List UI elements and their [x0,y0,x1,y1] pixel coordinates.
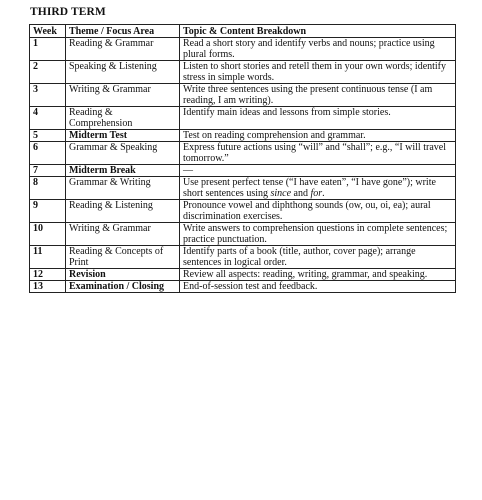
theme-cell: Writing & Grammar [66,223,180,246]
topic-italic-for: for [310,188,323,199]
topic-cell: Identify main ideas and lessons from simple stories. [180,107,456,130]
topic-cell: Listen to short stories and retell them in your own words; identify stress in simple words. [180,61,456,84]
table-row [30,246,456,269]
week-cell: 6 [30,142,66,165]
theme-cell: Reading & Listening [66,200,180,223]
header-topic: Topic & Content Breakdown [180,25,456,38]
topic-cell: Review all aspects: reading, writing, grammar, and speaking. [180,269,456,281]
week-cell: 2 [30,61,66,84]
table-row [30,107,456,130]
table-row [30,269,456,281]
theme-cell: Midterm Test [66,130,180,142]
theme-cell: Midterm Break [66,165,180,177]
page-title: THIRD TERM [30,6,106,18]
topic-cell: Express future actions using “will” and “shall”; e.g., “I will travel tomorrow.” [180,142,456,165]
theme-cell: Reading & Comprehension [66,107,180,130]
table-header-row [30,25,456,38]
topic-cell: Write answers to comprehension questions in complete sentences; practice punctuation. [180,223,456,246]
theme-cell: Grammar & Speaking [66,142,180,165]
scheme-of-work-table [29,24,456,293]
topic-cell [180,177,456,200]
table-row [30,200,456,223]
topic-cell: Test on reading comprehension and grammar. [180,130,456,142]
week-cell: 13 [30,281,66,293]
topic-cell: Pronounce vowel and diphthong sounds (ow, ou, oi, ea); aural discrimination exercises. [180,200,456,223]
topic-text: Use present perfect tense (“I have eaten”, “I have gone”); write short sentences using [183,177,436,199]
week-cell: 1 [30,38,66,61]
week-cell: 7 [30,165,66,177]
table-row [30,61,456,84]
topic-italic-since: since [270,188,292,199]
week-cell: 12 [30,269,66,281]
week-cell: 9 [30,200,66,223]
table-row [30,223,456,246]
theme-cell: Grammar & Writing [66,177,180,200]
header-week: Week [30,25,66,38]
week-cell: 4 [30,107,66,130]
topic-cell: — [180,165,456,177]
week-cell: 3 [30,84,66,107]
week-cell: 10 [30,223,66,246]
week-cell: 8 [30,177,66,200]
topic-text: and [291,188,311,199]
theme-cell: Examination / Closing [66,281,180,293]
table-row [30,165,456,177]
theme-cell: Revision [66,269,180,281]
table-row [30,281,456,293]
topic-cell: Write three sentences using the present continuous tense (I am reading, I am writing). [180,84,456,107]
theme-cell: Writing & Grammar [66,84,180,107]
theme-cell: Reading & Concepts of Print [66,246,180,269]
topic-cell: Read a short story and identify verbs and nouns; practice using plural forms. [180,38,456,61]
table-row [30,130,456,142]
table-row [30,38,456,61]
table-row [30,142,456,165]
theme-cell: Reading & Grammar [66,38,180,61]
week-cell: 5 [30,130,66,142]
theme-cell: Speaking & Listening [66,61,180,84]
table-row [30,84,456,107]
header-theme: Theme / Focus Area [66,25,180,38]
topic-cell: Identify parts of a book (title, author, cover page); arrange sentences in logical order. [180,246,456,269]
table-row [30,177,456,200]
topic-cell: End-of-session test and feedback. [180,281,456,293]
topic-text: . [322,188,325,199]
week-cell: 11 [30,246,66,269]
